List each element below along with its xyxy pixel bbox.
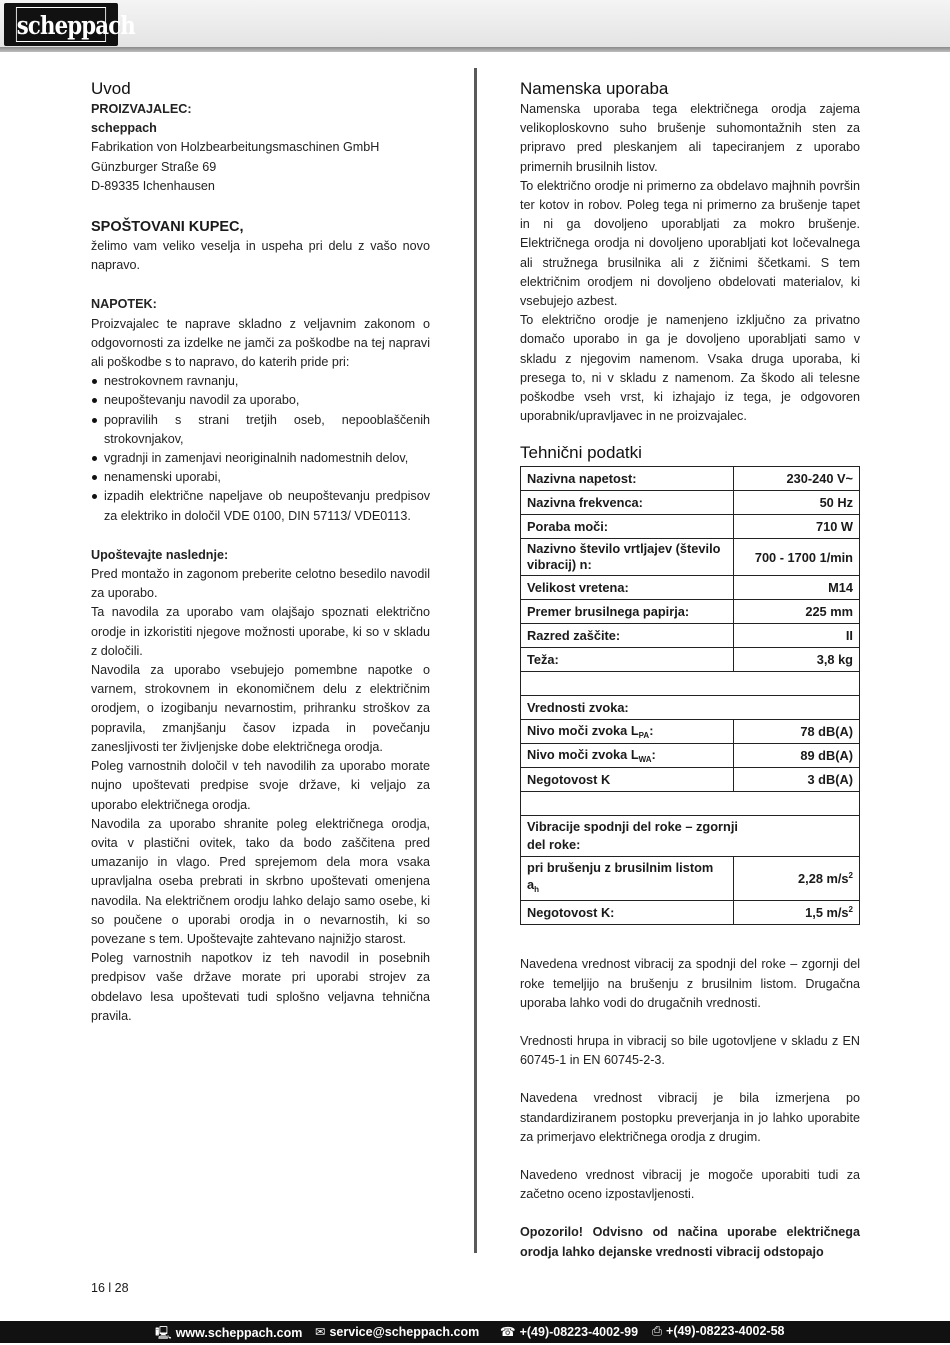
note-paragraph: Navedeno vrednost vibracij je mogoče uporabiti tudi za začetno oceno izpostavljenosti.	[520, 1168, 860, 1202]
left-column	[91, 78, 430, 1026]
footer-fax-text: +(49)-08223-4002-58	[666, 1324, 785, 1338]
list-item: nestrokovnem ravnanju,	[91, 372, 430, 391]
spec-label	[521, 857, 734, 901]
vib-sub: h	[534, 885, 540, 895]
note-paragraph: Navedena vrednost vibracij je bila izmerjena po standardiziranem postopku preverjanja in jo lahko uporabite za primerjavo električnega orodja z drugim.	[520, 1091, 860, 1144]
phone-icon: ☎	[500, 1325, 516, 1339]
spec-value: 710 W	[734, 515, 860, 539]
table-row	[521, 768, 860, 792]
computer-icon: 🖳	[155, 1326, 172, 1340]
spec-value: 230-240 V~	[734, 467, 860, 491]
header-rule	[0, 47, 950, 52]
intro-title: Uvod	[91, 79, 131, 98]
fax-icon: ⎙	[652, 1324, 663, 1338]
spec-value: M14	[734, 576, 860, 600]
page-footer	[0, 1321, 950, 1343]
sound-pa-label: Nivo moči zvoka L	[527, 723, 639, 739]
usage-paragraph: To električno orodje je namenjeno izključno za privatno domačo uporabo in ga je dovoljeno uporabljati samo v skladu z njegovim namenom. Vsaka druga uporaba, ki presega to, ni v skladu z namenom. Za škodo ali telesne poškodbe vseh vrst, ki izhajajo iz tega, je odgovoren uporabnik/upravljavec in ne proizvajalec.	[520, 313, 860, 424]
tech-title: Tehnični podatki	[520, 443, 642, 463]
mail-icon: ✉	[315, 1325, 326, 1339]
list-item: vgradnji in zamenjavi neoriginalnih nadomestnih delov,	[91, 449, 430, 468]
note-paragraph: Vrednosti hrupa in vibracij so bile ugotovljene v skladu z EN 60745-1 in EN 60745-2-3.	[520, 1034, 860, 1068]
footer-email-text: service@scheppach.com	[329, 1325, 480, 1339]
spec-value: 89 dB(A)	[734, 744, 860, 768]
table-row	[521, 515, 860, 539]
spec-label: Nivo moči zvoka $L_{WA}$:	[521, 744, 734, 768]
address-line: Fabrikation von Holzbearbeitungsmaschinen GmbH	[91, 140, 380, 155]
table-row	[521, 744, 860, 768]
spec-label: Nivo moči zvoka $L_{PA}$:	[521, 720, 734, 744]
usage-paragraph: To električno orodje ni primerno za obdelavo majhnih površin ter kotov in robov. Poleg tega ni primerno za brušenje tapet in ni ga dovoljeno uporabljati za mokro brušenje. Električnega orodja ni dovoljeno uporabljati kot ločevalnega ali stružnega brusilnika ali z žičnimi ščetkami. S tem električnim orodjem ni dovoljeno obdelovati materialov, ki vsebujejo azbest.	[520, 178, 860, 309]
observe-heading: Upoštevajte naslednje:	[91, 547, 229, 562]
notice-list	[91, 372, 430, 526]
spec-value: 78 dB(A)	[734, 720, 860, 744]
observe-paragraph: Pred montažo in zagonom preberite celotno besedilo navodil za uporabo.	[91, 567, 430, 601]
vib-label: pri brušenju z brusilnim listom a	[527, 860, 714, 893]
empty-cell	[521, 792, 860, 816]
spec-value: 50 Hz	[734, 491, 860, 515]
list-item: neupoštevanju navodil za uporabo,	[91, 391, 430, 410]
manufacturer-name: scheppach	[91, 121, 157, 136]
spec-label: Nazivno število vrtljajev (število vibracij) n:	[521, 539, 734, 576]
footer-email[interactable]	[315, 1324, 479, 1339]
table-row	[521, 491, 860, 515]
spec-label: Negotovost K:	[521, 901, 734, 925]
list-item: izpadih električne napeljave ob neupoštevanju predpisov za elektriko in določil VDE 0100, DIN 57113/ VDE0113.	[91, 487, 430, 525]
warning-text: Opozorilo! Odvisno od načina uporabe električnega orodja lahko dejanske vrednosti vibracij odstopajo	[520, 1225, 860, 1259]
table-row	[521, 672, 860, 696]
customer-heading: SPOŠTOVANI KUPEC,	[91, 219, 244, 236]
notice-heading: NAPOTEK:	[91, 297, 157, 312]
spec-label: Poraba moči:	[521, 515, 734, 539]
page-number: 16 l 28	[91, 1281, 129, 1295]
footer-phone	[500, 1324, 638, 1339]
table-row	[521, 857, 860, 901]
spec-value	[734, 857, 860, 901]
spec-value: II	[734, 624, 860, 648]
vib-k-sup: 2	[848, 905, 853, 915]
table-row	[521, 720, 860, 744]
footer-phone-text: +(49)-08223-4002-99	[519, 1325, 639, 1339]
spec-label: Razred zaščite:	[521, 624, 734, 648]
footer-web[interactable]	[155, 1324, 302, 1345]
table-row	[521, 901, 860, 925]
spec-label: Negotovost K	[521, 768, 734, 792]
list-item: nenamenski uporabi,	[91, 468, 430, 487]
table-row	[521, 648, 860, 672]
table-row	[521, 816, 860, 857]
empty-cell	[521, 672, 860, 696]
customer-text: želimo vam veliko veselja in uspeha pri delu z vašo novo napravo.	[91, 239, 430, 273]
spec-table	[520, 466, 860, 925]
sound-wa-label: Nivo moči zvoka L	[527, 747, 639, 763]
vib-value-sup: 2	[848, 871, 853, 881]
vib-value: 2,28 m/s	[798, 871, 849, 887]
manufacturer-label: PROIZVAJALEC:	[91, 102, 192, 116]
spec-value: 3,8 kg	[734, 648, 860, 672]
column-divider	[474, 68, 477, 1253]
scheppach-logo	[4, 3, 135, 46]
usage-title: Namenska uporaba	[520, 79, 669, 98]
table-row	[521, 696, 860, 720]
table-row	[521, 467, 860, 491]
table-row	[521, 624, 860, 648]
spec-label: Velikost vretena:	[521, 576, 734, 600]
table-row	[521, 576, 860, 600]
spec-value	[734, 901, 860, 925]
footer-fax	[652, 1324, 785, 1339]
logo-text: scheppach	[16, 7, 106, 42]
table-row	[521, 792, 860, 816]
spec-label: Premer brusilnega papirja:	[521, 600, 734, 624]
vib-heading: Vibracije spodnji del roke – zgornji del roke:	[521, 816, 860, 857]
observe-paragraph: Navodila za uporabo shranite poleg električnega orodja, ovita v plastični ovitek, tako da bodo zaščitena pred umazanijo in vlago. Pred sprejemom dela mora vsaka upravljalna oseba prebrati in skrbno upoštevati omenjena navodila. Na električnem orodju lahko delajo samo osebe, ki so poučene o uporabi orodja in o nevarnostih, ki so povezane s tem. Upoštevajte zahtevano najnižjo starost.	[91, 816, 430, 946]
observe-paragraph: Poleg varnostnih določil v teh navodilih za uporabo morate nujno upoštevati predpise svoje države, ki veljajo za uporabo električnega orodja.	[91, 759, 430, 812]
list-item: popravilih s strani tretjih oseb, nepooblaščenih strokovnjakov,	[91, 411, 430, 449]
vib-k-value: 1,5 m/s	[805, 905, 849, 921]
page-header	[0, 0, 950, 49]
sound-pa-sub: PA	[638, 731, 650, 741]
table-row	[521, 539, 860, 576]
notice-text: Proizvajalec te naprave skladno z veljavnim zakonom o odgovornosti za izdelke ne jamči za poškodbe na tej napravi ali poškodbe s to napravo, do katerih pride pri:	[91, 316, 430, 370]
observe-paragraph: Navodila za uporabo vsebujejo pomembne napotke o varnem, strokovnem in ekonomičnem delu z električnim orodjem, o izogibanju nevarnostim, prihranku stroškov za popravila, zmanjšanju časov izpada in povečanju zanesljivosti ter življenjske dobe električnega orodja.	[91, 663, 430, 754]
sound-heading: Vrednosti zvoka:	[521, 696, 860, 720]
footer-web-text: www.scheppach.com	[175, 1326, 303, 1340]
spec-label: Nazivna napetost:	[521, 467, 734, 491]
observe-paragraph: Poleg varnostnih napotkov iz teh navodil in posebnih predpisov vaše države morate pri uporabi strojev za obdelavo lesa upoštevati tudi splošno veljavna tehnična pravila.	[91, 951, 430, 1023]
usage-paragraph: Namenska uporaba tega električnega orodja zajema velikoploskovno suho brušenje suhomontažnih sten za pripravo pred pleskanjem ali tapeciranjem z uporabo primernih brusilnih listov.	[520, 102, 860, 174]
sound-wa-sub: WA	[638, 755, 652, 765]
table-row	[521, 600, 860, 624]
spec-value: 3 dB(A)	[734, 768, 860, 792]
spec-label: Teža:	[521, 648, 734, 672]
address-line: Günzburger Straße 69	[91, 159, 217, 174]
observe-paragraph: Ta navodila za uporabo vam olajšajo spoznati električno orodje in izkoristiti njegove možnosti uporabe, ki so v skladu z določili.	[91, 605, 430, 658]
spec-value: 225 mm	[734, 600, 860, 624]
address-line: D-89335 Ichenhausen	[91, 178, 215, 193]
note-paragraph: Navedena vrednost vibracij za spodnji del roke – zgornji del roke temeljijo na brušenju z brusilnim listom. Drugačna uporaba lahko vodi do drugačnih vrednosti.	[520, 957, 860, 1010]
right-column	[520, 78, 860, 1262]
spec-label: Nazivna frekvenca:	[521, 491, 734, 515]
spec-value: 700 - 1700 1/min	[734, 539, 860, 576]
